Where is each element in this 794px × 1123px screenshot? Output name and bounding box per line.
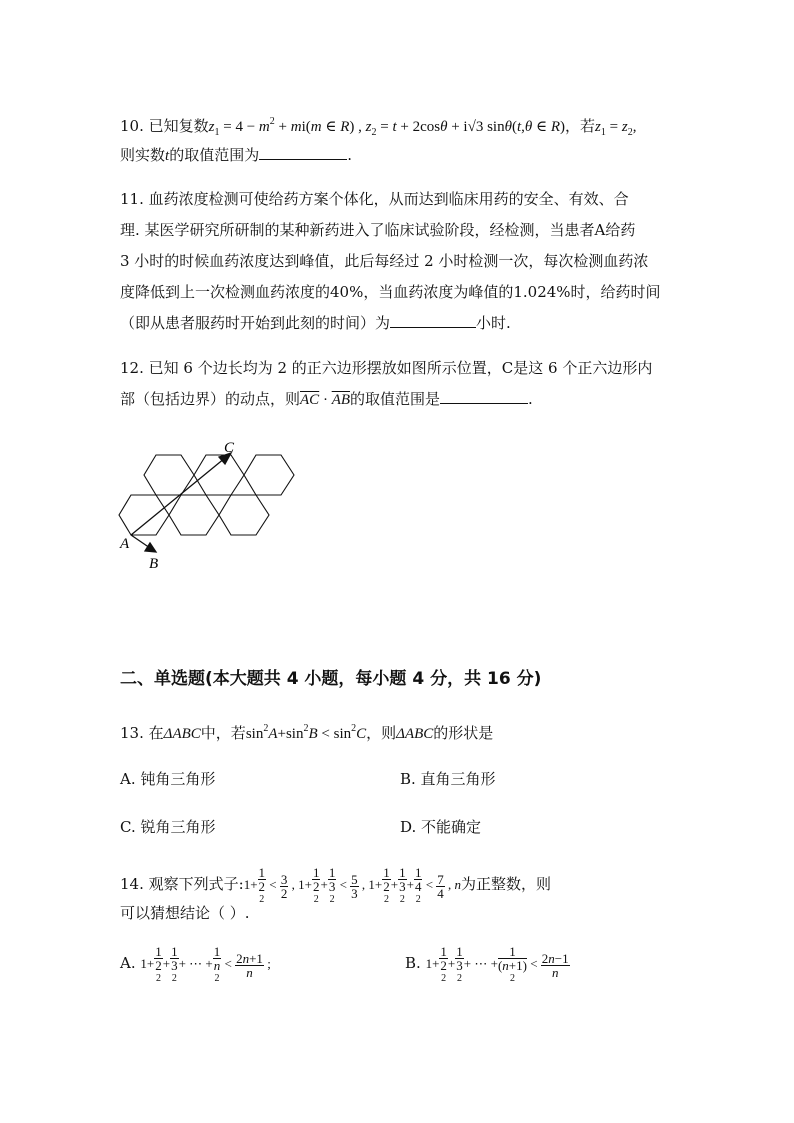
q10-line2-text-a: 则实数: [120, 146, 166, 164]
q12-line2-text-b: 的取值范围是: [350, 390, 441, 408]
q12-line2: [120, 389, 533, 410]
q13-option-c[interactable]: C. 锐角三角形: [120, 818, 216, 836]
q13-text-2: 中，若: [200, 724, 246, 742]
q10-text-1: 已知复数: [148, 117, 209, 135]
q11-line4: 度降低到上一次检测血药浓度的40%，当血药浓度为峰值的1.024%时，给药时间: [120, 283, 661, 301]
q10-var-t: t: [165, 148, 170, 164]
q14-option-b-formula: 1+ 1 2 2 + 1 3 2 + ⋯ + 1 (n+1) 2 < $\frac{2n-1}{n}$: [425, 944, 569, 984]
q14-text-2: 为正整数，则: [461, 874, 552, 893]
q13-text-1: 在: [148, 724, 164, 742]
q13-option-a[interactable]: A. 钝角三角形: [120, 770, 216, 788]
q11-line5: [120, 313, 511, 333]
q11-line1: 11. 血药浓度检测可使给药方案个体化，从而达到临床用药的安全、有效、合: [120, 190, 629, 208]
vector-ab-line: [131, 535, 150, 548]
q13-text-3: ，则: [366, 724, 397, 742]
q10-line2: [120, 145, 352, 166]
q12-line1: 12. 已知 6 个边长均为 2 的正六边形摆放如图所示位置，C是这 6 个正六边形内: [120, 359, 653, 377]
hexagon-figure: [115, 435, 315, 575]
q14-text-1: 14. 观察下列式子:: [120, 874, 244, 893]
q10-number: 10.: [120, 117, 144, 135]
q14-line1: [120, 866, 551, 906]
hexagon-2: [194, 455, 244, 495]
q13-line1: [120, 719, 493, 744]
q14-option-b-label: B.: [405, 953, 421, 972]
q13-inequality: $\sin^2A+\sin^2B < \sin^2C$: [245, 723, 367, 742]
point-c-label: C: [224, 440, 235, 456]
q13-option-d[interactable]: D. 不能确定: [400, 818, 482, 836]
q10-line2-text-b: 的取值范围为: [169, 146, 260, 164]
q12-end: .: [528, 390, 533, 408]
q12-line2-text-a: 部（包括边界）的动点，则: [120, 390, 301, 408]
q14-line2: 可以猜想结论（ ）.: [120, 904, 250, 922]
hexagon-3: [244, 455, 294, 495]
q10-line1: [120, 112, 636, 143]
point-a-label: A: [120, 536, 130, 552]
q13-triangle-1: ΔABC: [163, 726, 201, 742]
q10-formula-eq: $z_1 = z_2$,: [595, 119, 637, 138]
q14-formula-series: 1+ 1 2 2 < $\frac{3}{2}$ , 1+ 1 2 2 + 1 3 2 < $\frac{5}{3}$ , 1+ 1 2 2 + 1 3 2 + 1 4 2 < $\frac{7}{4}$ , n: [243, 865, 462, 905]
point-b-label: B: [149, 556, 159, 572]
q12-answer-blank[interactable]: [440, 389, 528, 404]
vector-ac-line: [131, 458, 225, 535]
q14-option-a-formula: 1+ 1 2 2 + 1 3 2 + ⋯ + 1 n 2 < $\frac{2n+1}{n}$ ;: [140, 944, 271, 984]
q11-line3: 3 小时的时候血药浓度达到峰值，此后每经过 2 小时检测一次，每次检测血药浓: [120, 252, 649, 270]
q12-dot-product: $\overline{AC} \cdot \overline{AB}$: [300, 392, 351, 408]
q10-text-2: ，若: [565, 117, 596, 135]
q14-option-a-label: A.: [120, 953, 136, 972]
q11-answer-blank[interactable]: [390, 313, 476, 328]
section-heading: 二、单选题(本大题共 4 小题，每小题 4 分，共 16 分): [120, 669, 542, 689]
hexagon-4: [119, 495, 169, 535]
q10-answer-blank[interactable]: [259, 145, 347, 160]
q11-line5-text-a: （即从患者服药时开始到此刻的时间）为: [120, 314, 391, 332]
hexagon-5: [169, 495, 219, 535]
hexagon-6: [219, 495, 269, 535]
q13-triangle-2: ΔABC: [396, 726, 434, 742]
q10-end: .: [347, 146, 352, 164]
q11-line2: 理. 某医学研究所研制的某种新药进入了临床试验阶段，经检测，当患者A给药: [120, 221, 636, 239]
vector-ab-arrowhead: [145, 543, 156, 552]
q13-option-b[interactable]: B. 直角三角形: [400, 770, 496, 788]
q10-formula-z1: $z_1 = 4 - m^2 + mi(m$ ∈ R) , $z_2 = t + 2\cos\theta + i√3$ sinθ(t,θ ∈ R): [208, 116, 566, 138]
q11-line5-text-b: 小时.: [476, 314, 511, 332]
q14-option-a[interactable]: [120, 945, 271, 985]
q13-number: 13.: [120, 724, 144, 742]
q13-text-4: 的形状是: [433, 724, 494, 742]
q14-option-b[interactable]: [405, 945, 570, 985]
